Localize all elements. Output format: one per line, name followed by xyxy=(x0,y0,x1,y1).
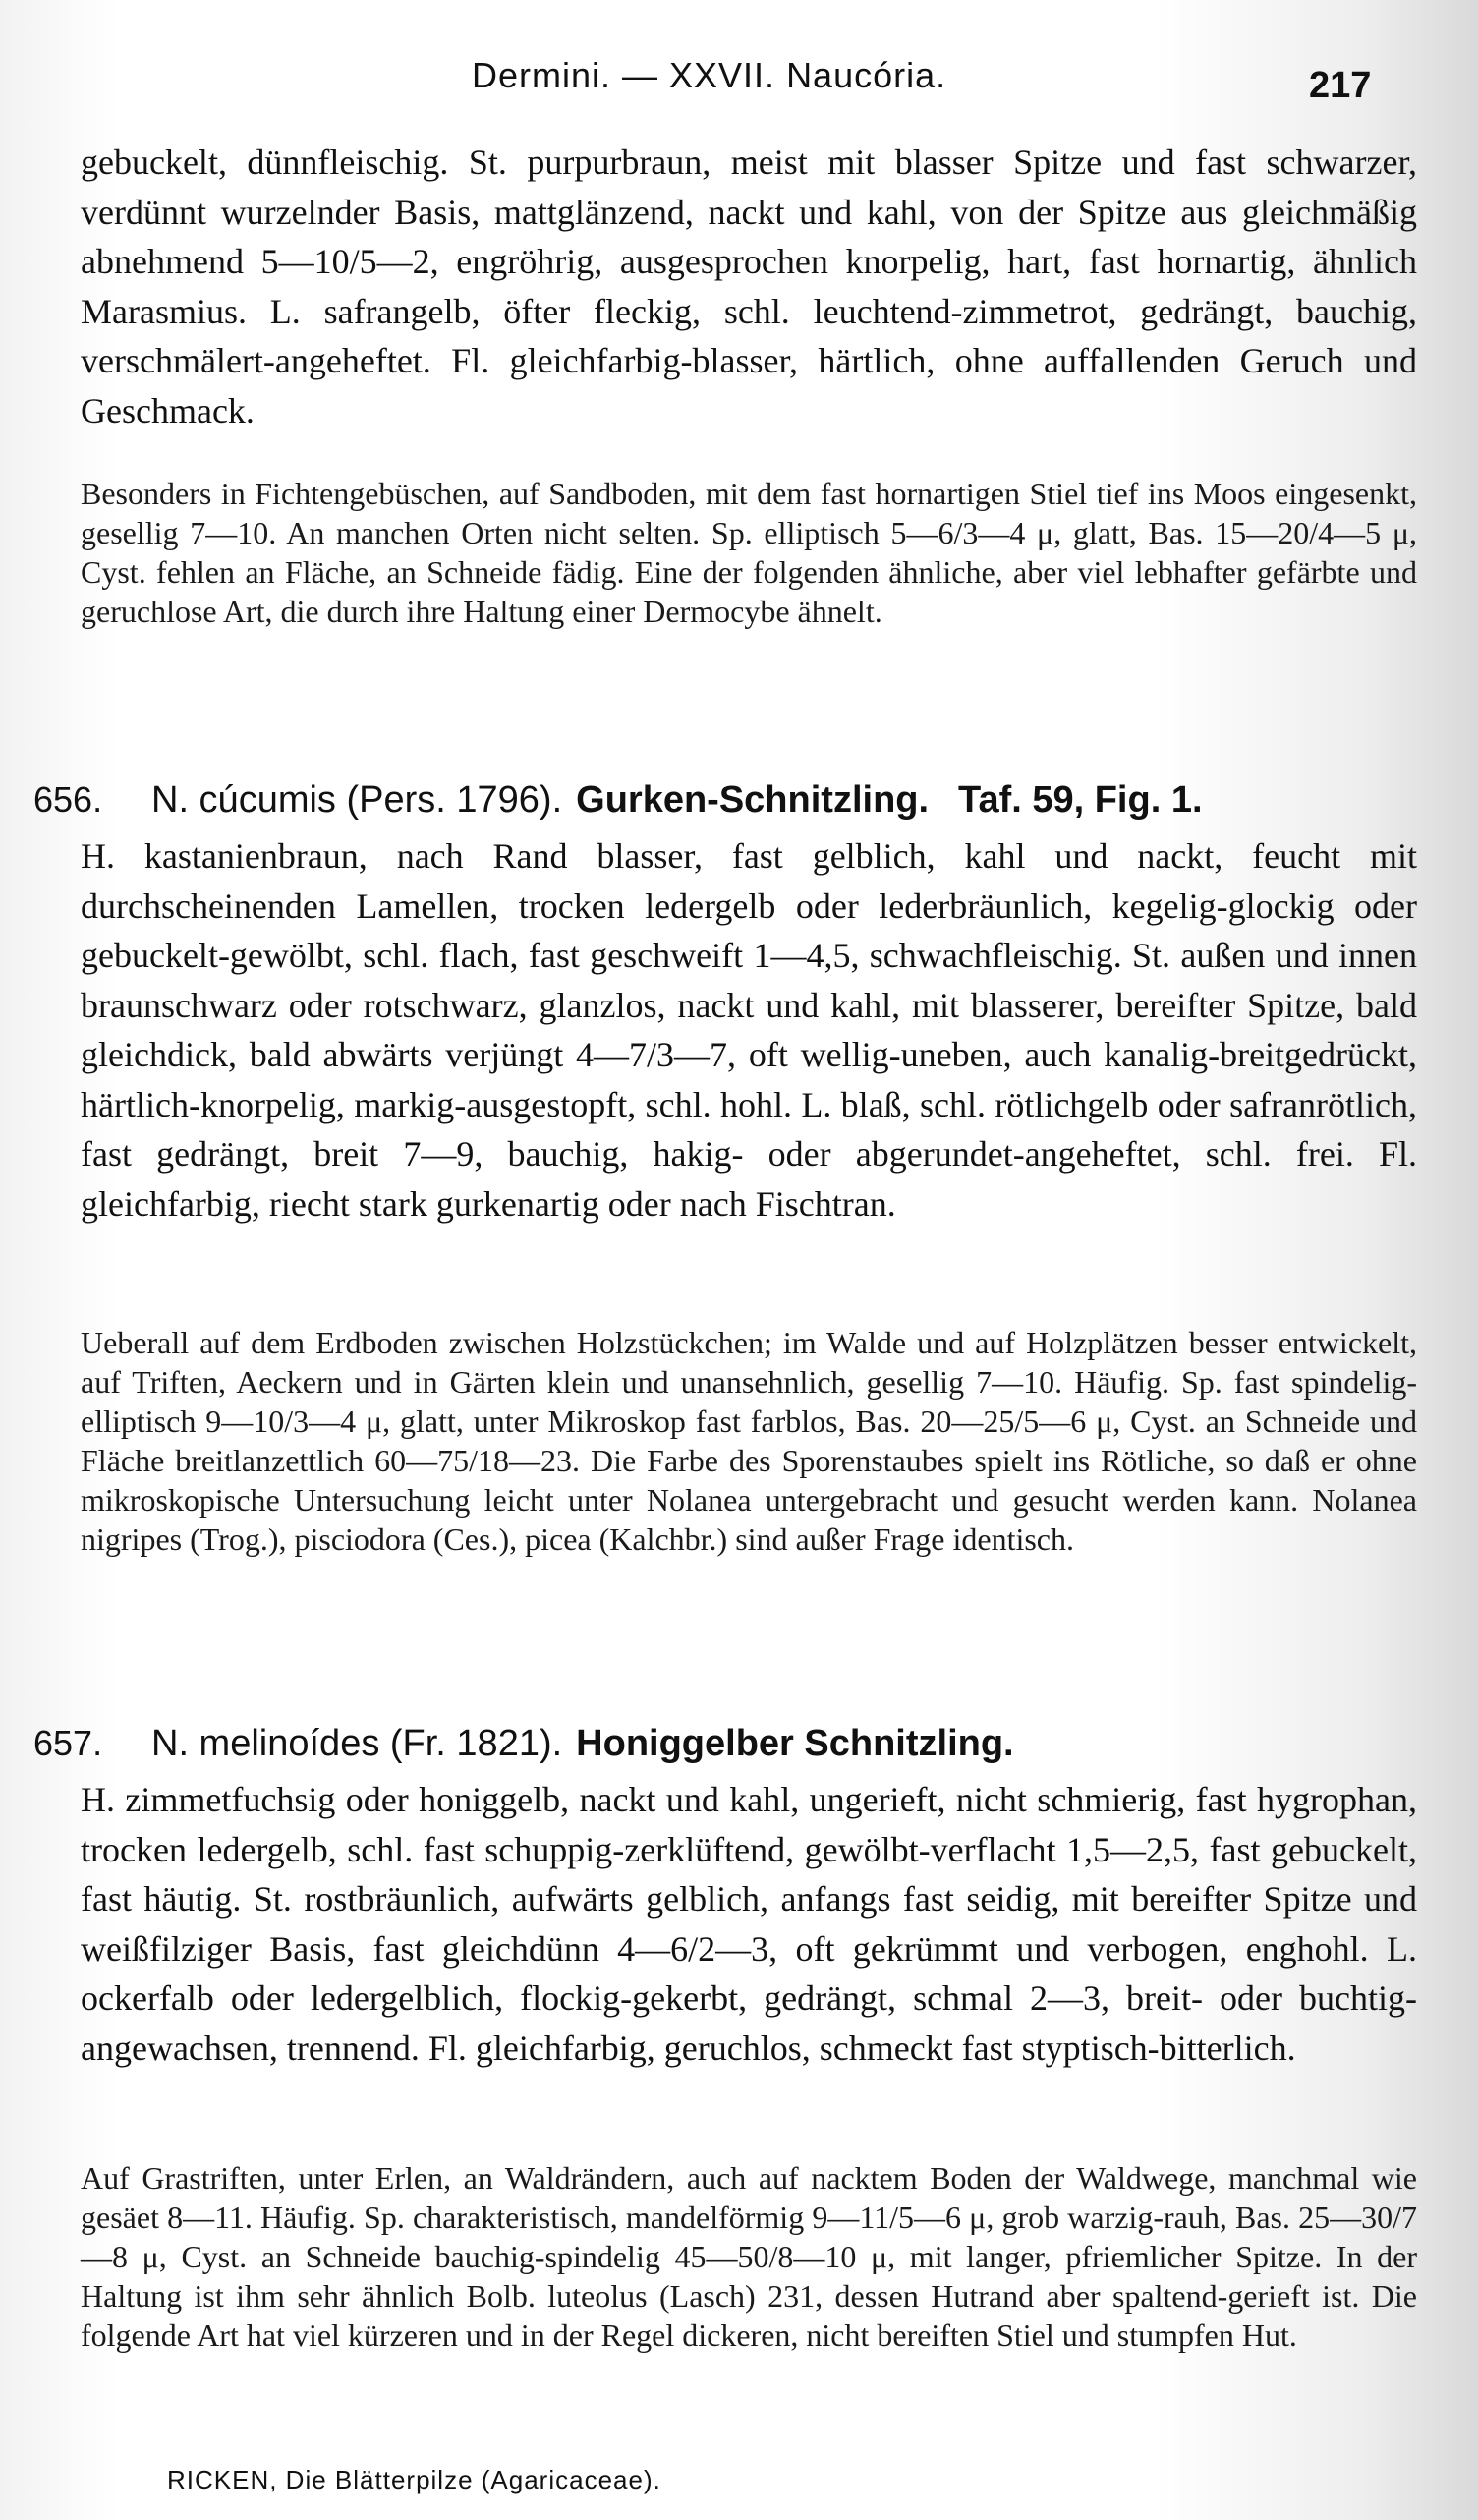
species-common-name: Gurken-Schnitzling. xyxy=(576,779,930,821)
species-657-notes: Auf Grastriften, unter Erlen, an Waldrändern, auch auf nacktem Boden der Waldwege, manchmal wie gesäet 8—11. Häufig. Sp. charakteristisch, mandelförmig 9—11/5—6 μ, grob warzig-rauh, Bas. 25—30/7—8 μ, Cyst. an Schneide bauchig-spindelig 45—50/8—10 μ, mit langer, pfriemlicher Spitze. In der Haltung ist ihm sehr ähnlich Bolb. luteolus (Lasch) 231, dessen Hutrand aber spaltend-gerieft ist. Die folgende Art hat viel kürzeren und in der Regel dickeren, nicht bereiften Stiel und stumpfen Hut. xyxy=(81,2160,1417,2353)
species-number: 656. xyxy=(33,779,103,820)
species-number: 657. xyxy=(33,1723,103,1763)
continuation-description: gebuckelt, dünnfleischig. St. purpurbraun, meist mit blasser Spitze und fast schwarzer, verdünnt wurzelnder Basis, mattglänzend, nackt und kahl, von der Spitze aus gleichmäßig abnehmend 5—10/5—2, engröhrig, ausgesprochen knorpelig, hart, fast hornartig, ähnlich Marasmius. L. safrangelb, öfter fleckig, schl. leuchtend-zimmetrot, gedrängt, bauchig, verschmälert-angeheftet. Fl. gleichfarbig-blasser, härtlich, ohne auffallenden Geruch und Geschmack. xyxy=(81,143,1417,430)
plate-reference: Taf. 59, Fig. 1. xyxy=(958,779,1203,821)
species-name: N. cúcumis (Pers. 1796). xyxy=(151,779,563,821)
page-number: 217 xyxy=(1309,65,1372,106)
running-head: Dermini. — XXVII. Naucória. xyxy=(472,55,947,95)
page-footer-imprint: RICKEN, Die Blätterpilze (Agaricaceae). xyxy=(167,2465,661,2494)
species-common-name: Honiggelber Schnitzling. xyxy=(576,1723,1014,1764)
species-657-description: H. zimmetfuchsig oder honiggelb, nackt und kahl, ungerieft, nicht schmierig, fast hygrophan, trocken ledergelb, schl. fast schuppig-zerklüftend, gewölbt-verflacht 1,5—2,5, fast gebuckelt, fast häutig. St. rostbräunlich, aufwärts gelblich, anfangs fast seidig, mit bereifter Spitze und weißfilziger Basis, fast gleichdünn 4—6/2—3, oft gekrümmt und verbogen, enghohl. L. ockerfalb oder ledergelblich, flockig-gekerbt, gedrängt, schmal 2—3, breit- oder buchtig-angewachsen, trennend. Fl. gleichfarbig, geruchlos, schmeckt fast styptisch-bitterlich. xyxy=(81,1780,1417,2068)
continuation-notes: Besonders in Fichtengebüschen, auf Sandboden, mit dem fast hornartigen Stiel tief ins Moos eingesenkt, gesellig 7—10. An manchen Orten nicht selten. Sp. elliptisch 5—6/3—4 μ, glatt, Bas. 15—20/4—5 μ, Cyst. fehlen an Fläche, an Schneide fädig. Eine der folgenden ähnliche, aber viel lebhafter gefärbte und geruchlose Art, die durch ihre Haltung einer Dermocybe ähnelt. xyxy=(81,476,1417,629)
species-656-notes: Ueberall auf dem Erdboden zwischen Holzstückchen; im Walde und auf Holzplätzen besser entwickelt, auf Triften, Aeckern und in Gärten klein und unansehnlich, gesellig 7—10. Häufig. Sp. fast spindelig-elliptisch 9—10/3—4 μ, glatt, unter Mikroskop fast farblos, Bas. 20—25/5—6 μ, Cyst. an Schneide und Fläche breitlanzettlich 60—75/18—23. Die Farbe des Sporenstaubes spielt ins Rötliche, so daß er ohne mikroskopische Untersuchung leicht unter Nolanea untergebracht und gesucht werden kann. Nolanea nigripes (Trog.), pisciodora (Ces.), picea (Kalchbr.) sind außer Frage identisch. xyxy=(81,1325,1417,1557)
species-name: N. melinoídes (Fr. 1821). xyxy=(151,1723,563,1764)
species-656-heading xyxy=(33,773,1449,828)
species-656-description: H. kastanienbraun, nach Rand blasser, fast gelblich, kahl und nackt, feucht mit durchscheinenden Lamellen, trocken ledergelb oder lederbräunlich, kegelig-glockig oder gebuckelt-gewölbt, schl. flach, fast geschweift 1—4,5, schwachfleischig. St. außen und innen braunschwarz oder rotschwarz, glanzlos, nackt und kahl, mit blasserer, bereifter Spitze, bald gleichdick, bald abwärts verjüngt 4—7/3—7, oft wellig-uneben, auch kanalig-breitgedrückt, härtlich-knorpelig, markig-ausgestopft, schl. hohl. L. blaß, schl. rötlichgelb oder safranrötlich, fast gedrängt, breit 7—9, bauchig, hakig- oder abgerundet-angeheftet, schl. frei. Fl. gleichfarbig, riecht stark gurkenartig oder nach Fischtran. xyxy=(81,836,1417,1224)
page-header xyxy=(0,47,1478,106)
species-657-heading xyxy=(33,1716,1449,1771)
